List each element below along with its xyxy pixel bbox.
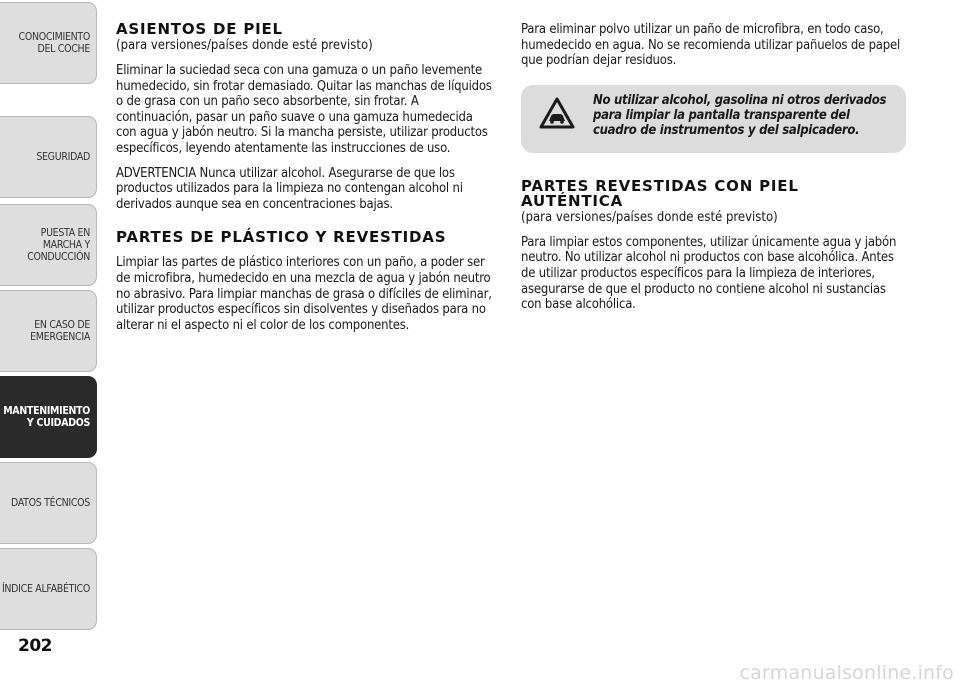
genuine-leather-heading: PARTES REVESTIDAS CON PIEL AUTÉNTICA — [521, 176, 799, 210]
tab-label: DATOS TÉCNICOS — [11, 497, 90, 509]
tab-label: ÍNDICE ALFABÉTICO — [1, 583, 90, 595]
tab-label: EN CASO DE EMERGENCIA — [30, 319, 90, 343]
dust-intro-paragraph: Para eliminar polvo utilizar un paño de microfibra, en todo caso, humedecido en agua. No se recomienda utilizar pañuelos de papel que podrían dejar residuos. — [521, 22, 901, 69]
genuine-leather-paragraph-1: Para limpiar estos componentes, utilizar únicamente agua y jabón neutro. No utilizar alcohol ni productos con base alcohólica. Antes de utilizar productos específicos para la limpieza de interiores, asegurarse de que el producto no contiene alcohol ni sustancias con base alcohólica. — [521, 234, 897, 313]
plastic-parts-heading: PARTES DE PLÁSTICO Y REVESTIDAS — [116, 228, 447, 247]
watermark: carmanualsonline.info — [739, 662, 954, 684]
tab-label: PUESTA EN MARCHA Y CONDUCCIÓN — [27, 227, 90, 263]
tab-mantenimiento-y-cuidados[interactable] — [0, 376, 97, 458]
tab-label: MANTENIMIENTO Y CUIDADOS — [3, 405, 90, 429]
tab-en-caso-de-emergencia[interactable] — [0, 290, 97, 372]
tab-conocimiento-del-coche[interactable] — [0, 2, 97, 84]
tab-label: CONOCIMIENTO DEL COCHE — [18, 31, 90, 55]
chapter-sidebar — [0, 0, 100, 686]
warning-text: No utilizar alcohol, gasolina ni otros derivados para limpiar la pantalla transparente del cuadro de instrumentos y del salpicadero. — [593, 92, 887, 138]
leather-seats-paragraph-1: Eliminar la suciedad seca con una gamuza o un paño levemente humedecido, sin frotar demasiado. Quitar las manchas de líquidos o de grasa con un paño seco absorbente, sin frotar. A continuación, pasar un paño suave o una gamuza humedecida con agua y jabón neutro. Si la mancha persiste, utilizar productos específicos, leyendo atentamente las instrucciones de uso. — [116, 63, 492, 156]
genuine-leather-subheading: (para versiones/países donde esté previsto) — [521, 209, 778, 225]
tab-seguridad[interactable] — [0, 116, 97, 198]
tab-label: SEGURIDAD — [36, 151, 90, 163]
page-number: 202 — [18, 636, 52, 656]
plastic-parts-paragraph-1: Limpiar las partes de plástico interiores con un paño, a poder ser de microfibra, humedecido en una mezcla de agua y jabón neutro no abrasivo. Para limpiar manchas de grasa o difíciles de eliminar, utilizar productos específicos sin disolventes y diseñados para no alterar ni el aspecto ni el color de los componentes. — [116, 255, 492, 333]
car-warning-triangle-icon — [539, 97, 575, 129]
tab-datos-tecnicos[interactable] — [0, 462, 97, 544]
tab-indice-alfabetico[interactable] — [0, 548, 97, 630]
leather-seats-heading: ASIENTOS DE PIEL — [116, 20, 283, 38]
leather-seats-paragraph-2: ADVERTENCIA Nunca utilizar alcohol. Asegurarse de que los productos utilizados para la limpieza no contengan alcohol ni derivados aunque sea en concentraciones bajas. — [116, 165, 463, 212]
right-column — [521, 22, 906, 322]
tab-puesta-en-marcha[interactable] — [0, 204, 97, 286]
left-column — [116, 22, 496, 342]
warning-box — [521, 85, 906, 153]
leather-seats-subheading: (para versiones/países donde esté previsto) — [116, 38, 373, 53]
